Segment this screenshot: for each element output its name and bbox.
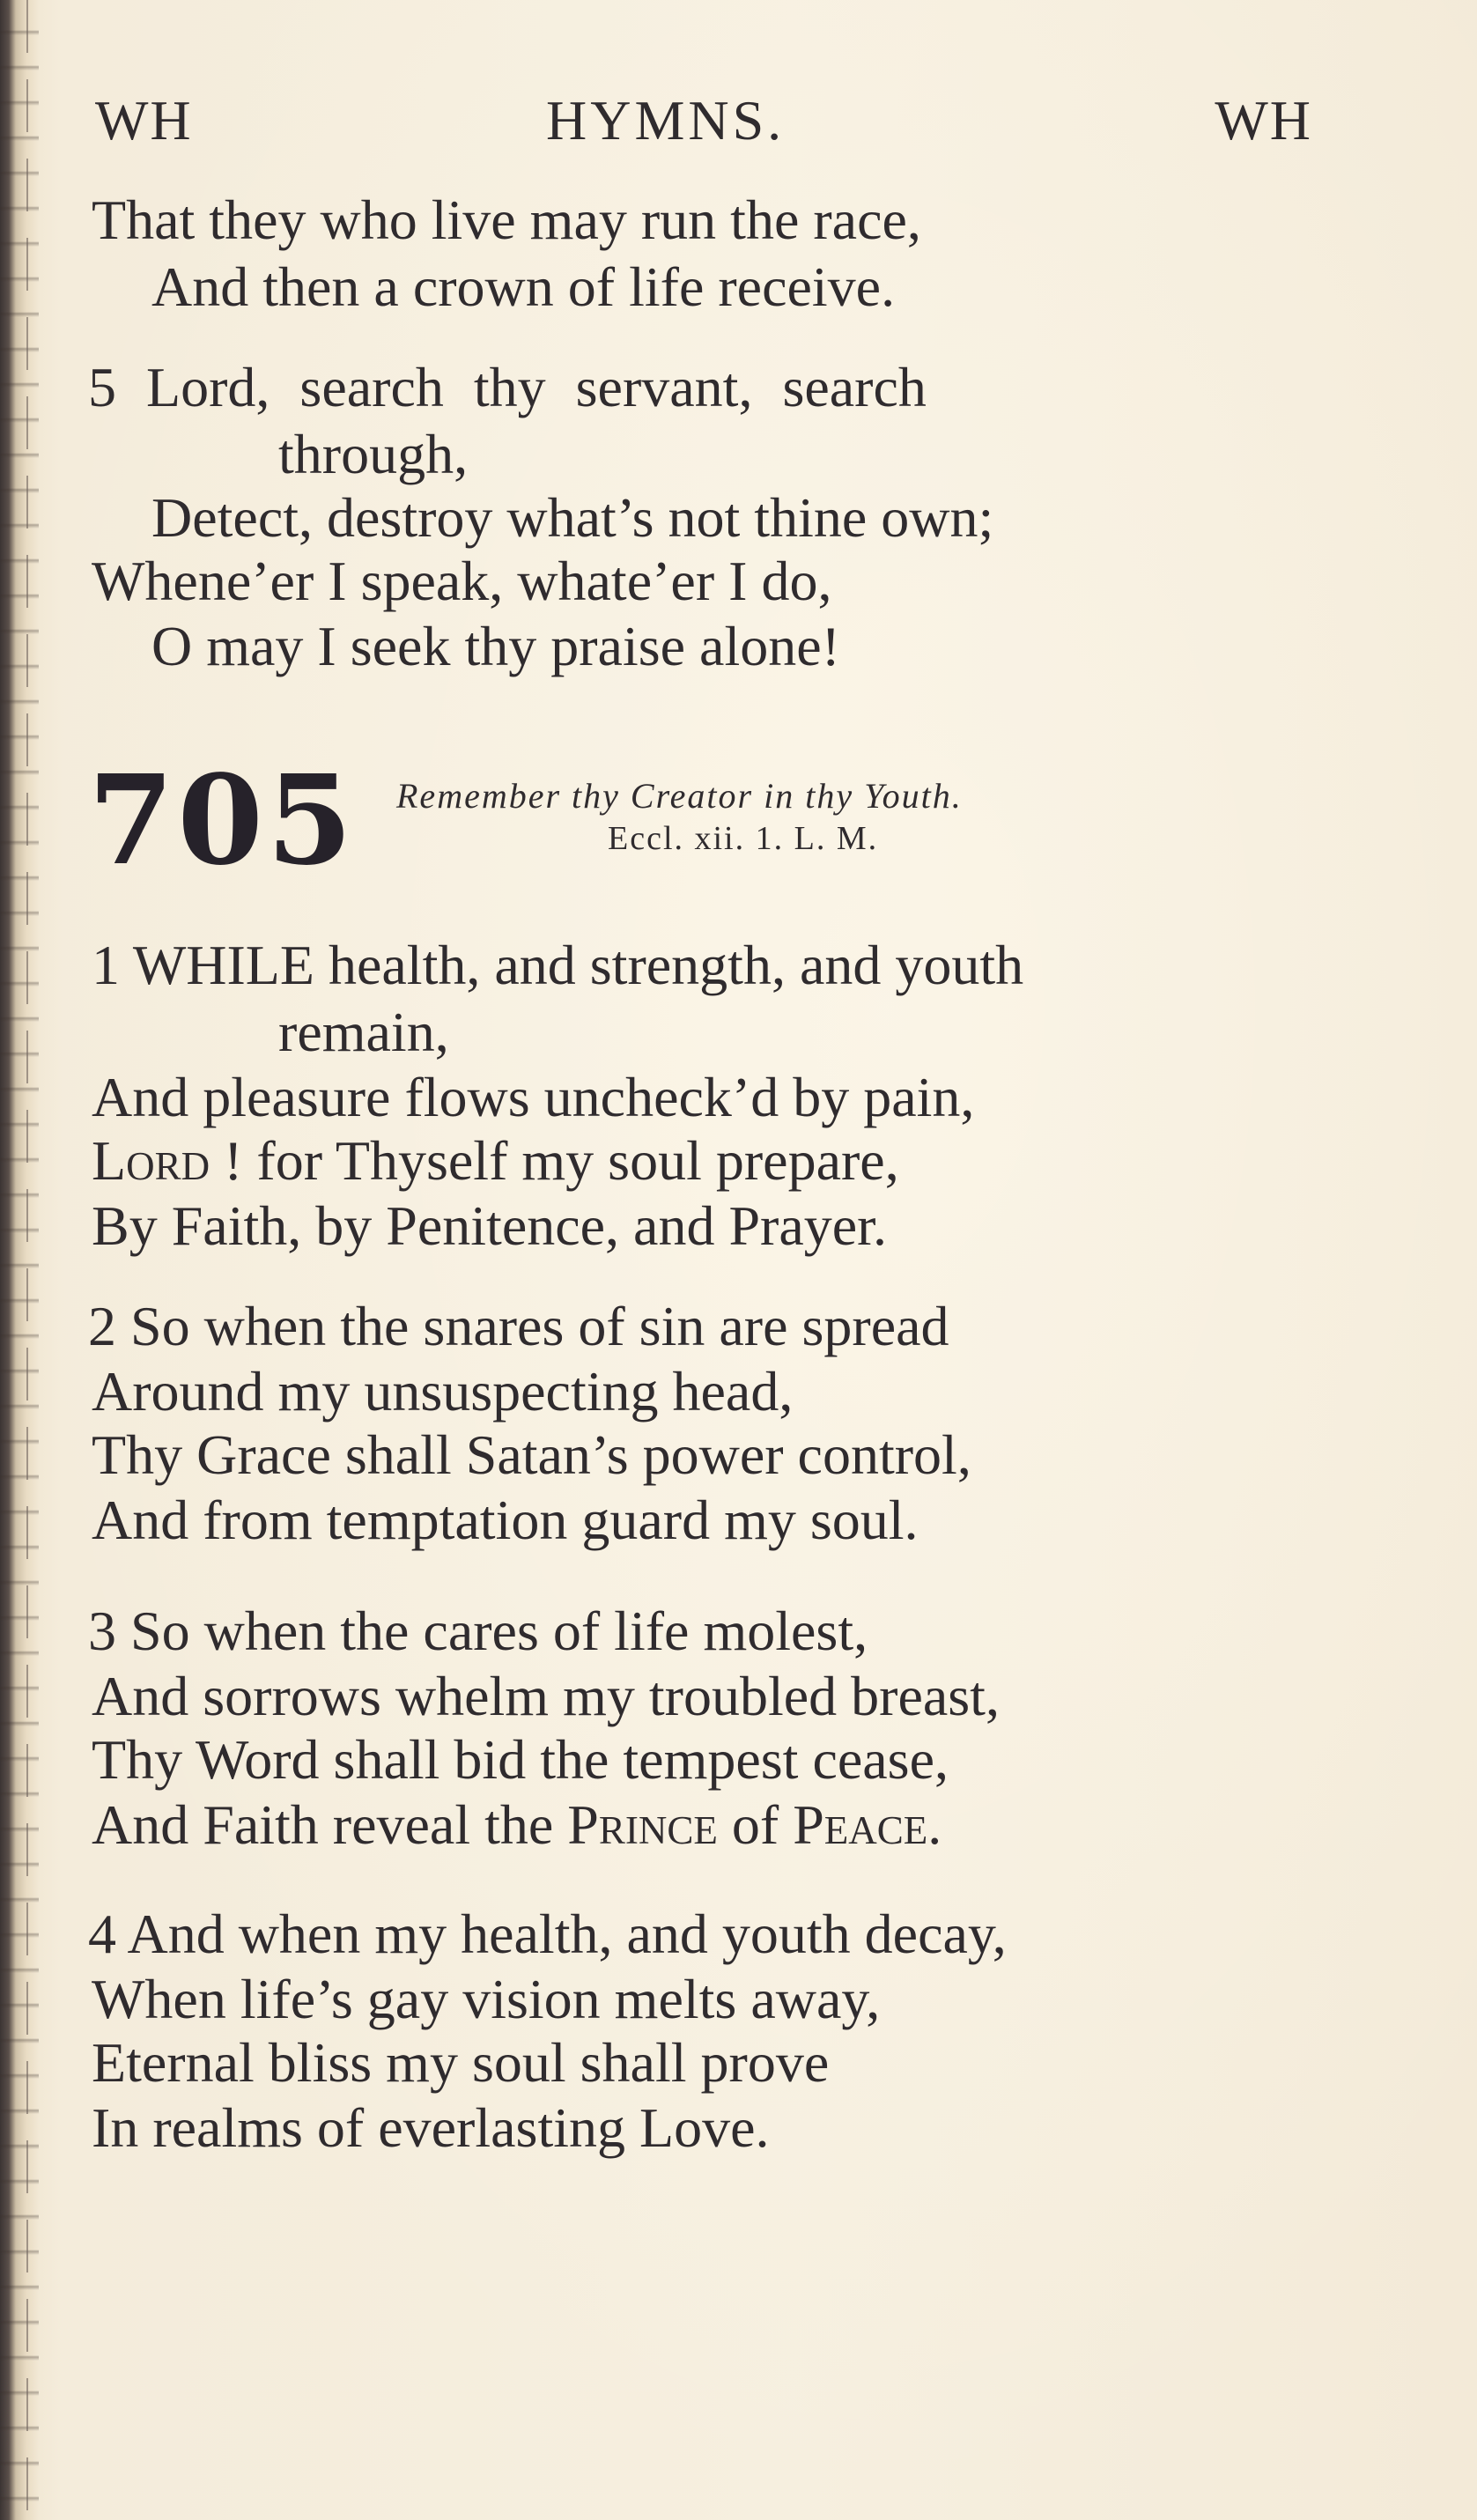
verse-1-line: And pleasure flows uncheck’d by pain, xyxy=(92,1066,975,1128)
hymn-scripture-reference: Eccl. xii. 1. L. M. xyxy=(608,820,879,857)
verse-5-line: Whene’er I speak, whate’er I do, xyxy=(92,550,832,612)
verse-4-line: When life’s gay vision melts away, xyxy=(92,1968,881,2030)
previous-hymn-line: That they who live may run the race, xyxy=(92,188,921,251)
hymn-title: Remember thy Creator in thy Youth. xyxy=(396,776,963,816)
previous-hymn-line: And then a crown of life receive. xyxy=(151,255,896,318)
of-word: of xyxy=(731,1793,779,1856)
peace-small-caps: Peace. xyxy=(793,1793,942,1856)
header-right-guide-word: WH xyxy=(1215,89,1312,151)
verse-5-line: Detect, destroy what’s not thine own; xyxy=(151,486,994,549)
verse-1-line: By Faith, by Penitence, and Prayer. xyxy=(92,1194,887,1257)
verse-4-line: Eternal bliss my soul shall prove xyxy=(92,2031,830,2094)
verse-5-line: 5 Lord, search thy servant, search xyxy=(88,356,927,418)
book-binding xyxy=(0,0,39,2520)
verse-2-line: And from temptation guard my soul. xyxy=(92,1489,919,1551)
verse-3-line: Thy Word shall bid the tempest cease, xyxy=(92,1728,949,1791)
verse-2-line: Around my unsuspecting head, xyxy=(92,1360,794,1423)
verse-3-line: 3 So when the cares of life molest, xyxy=(88,1600,868,1662)
verse-1-line: remain, xyxy=(278,1001,449,1063)
header-left-guide-word: WH xyxy=(95,89,193,151)
verse-1-line-text: for Thyself my soul prepare, xyxy=(256,1129,899,1192)
verse-3-line: And sorrows whelm my troubled breast, xyxy=(92,1665,1000,1727)
verse-3-line-prince-of-peace xyxy=(92,1793,942,1857)
prince-small-caps: Prince xyxy=(567,1793,718,1856)
verse-3-line-text: And Faith reveal the xyxy=(92,1793,554,1856)
verse-1-line-lord xyxy=(92,1129,899,1193)
verse-4-line: In realms of everlasting Love. xyxy=(92,2096,770,2159)
verse-1-line: 1 WHILE health, and strength, and youth xyxy=(92,934,1024,996)
verse-5-line: O may I seek thy praise alone! xyxy=(151,615,840,677)
verse-2-line: 2 So when the snares of sin are spread xyxy=(88,1295,949,1357)
verse-4-line: 4 And when my health, and youth decay, xyxy=(88,1903,1007,1965)
verse-2-line: Thy Grace shall Satan’s power control, xyxy=(92,1423,971,1486)
binding-stitch-line xyxy=(26,0,28,2520)
lord-small-caps: Lord ! xyxy=(92,1129,243,1192)
verse-5-line: through, xyxy=(278,423,469,485)
header-title: HYMNS. xyxy=(546,89,786,151)
running-header xyxy=(88,88,1312,159)
hymn-number: 705 xyxy=(88,749,357,893)
